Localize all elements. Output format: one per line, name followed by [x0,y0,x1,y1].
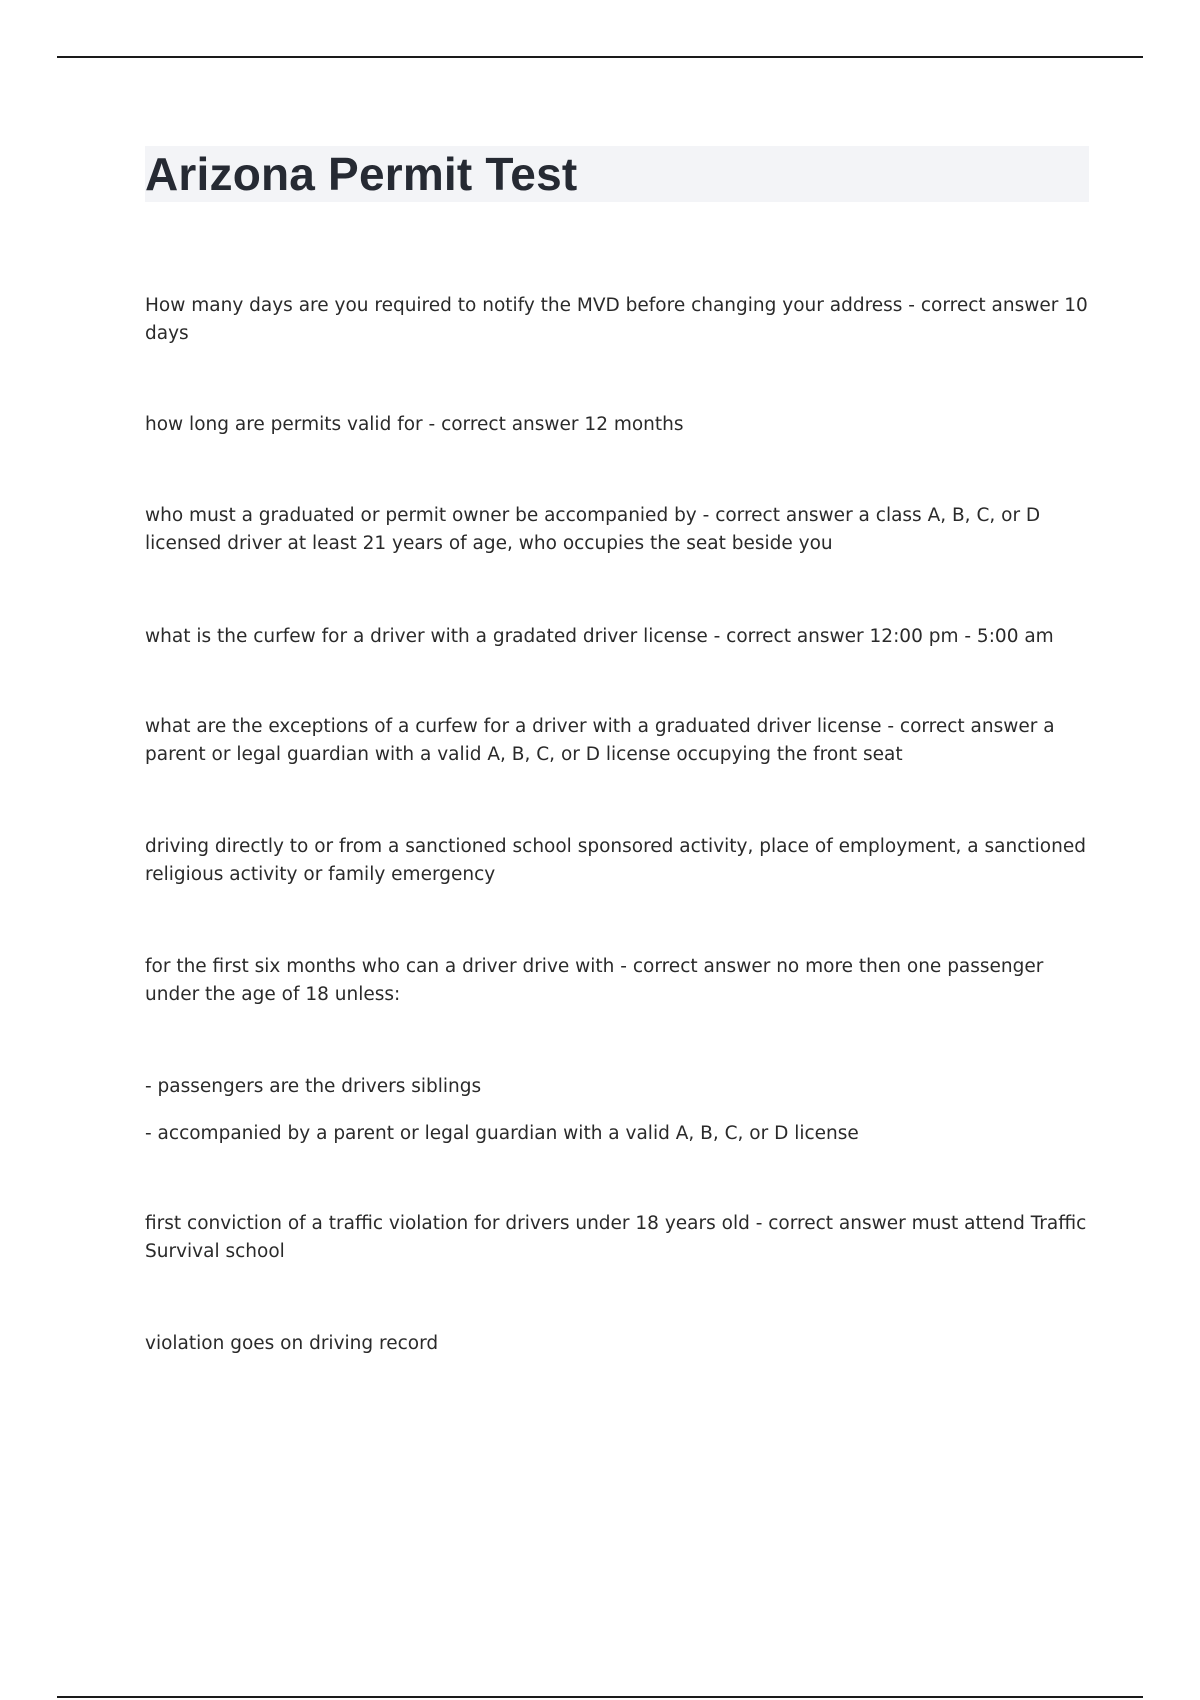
paragraph-permit-validity: how long are permits valid for - correct answer 12 months [145,414,684,435]
paragraph-curfew: what is the curfew for a driver with a gradated driver license - correct answer 12:00 pm - 5:00 am [145,626,1054,647]
paragraph-accompanied-by: who must a graduated or permit owner be accompanied by - correct answer a class A, B, C, or D licensed driver at least 21 years of age, who occupies the seat beside you [145,505,1041,554]
top-rule [57,56,1143,58]
page-title: Arizona Permit Test [145,148,578,200]
paragraph-driving-record: violation goes on driving record [145,1333,439,1354]
paragraph-first-conviction: first conviction of a traffic violation for drivers under 18 years old - correct answer must attend Traffic Survival school [145,1213,1087,1262]
list-item-accompanied-parent: - accompanied by a parent or legal guardian with a valid A, B, C, or D license [145,1123,859,1144]
bottom-rule [57,1696,1143,1698]
paragraph-first-six-months: for the first six months who can a driver drive with - correct answer no more then one passenger under the age of 18 unless: [145,956,1044,1005]
paragraph-curfew-exceptions: what are the exceptions of a curfew for a driver with a graduated driver license - correct answer a parent or legal guardian with a valid A, B, C, or D license occupying the front seat [145,716,1055,765]
list-item-siblings: - passengers are the drivers siblings [145,1076,482,1097]
paragraph-sanctioned-activity: driving directly to or from a sanctioned school sponsored activity, place of employment, a sanctioned religious activity or family emergency [145,836,1086,885]
paragraph-address-notice: How many days are you required to notify the MVD before changing your address - correct answer 10 days [145,295,1088,344]
